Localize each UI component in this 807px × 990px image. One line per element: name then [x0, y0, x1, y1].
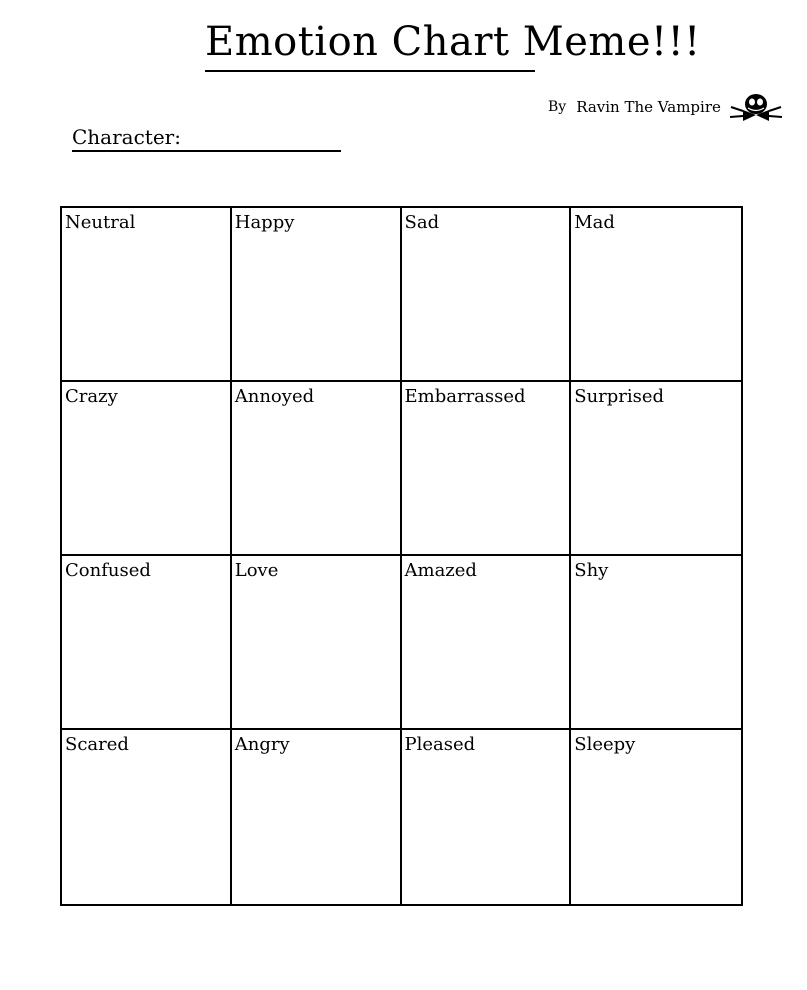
emotion-label: Love	[234, 560, 279, 581]
emotion-cell	[62, 382, 232, 556]
emotion-cell	[402, 382, 572, 556]
emotion-grid	[60, 206, 743, 906]
emotion-cell	[232, 730, 402, 904]
character-blank-line	[181, 124, 341, 152]
emotion-label: Amazed	[404, 560, 477, 581]
emotion-cell	[232, 556, 402, 730]
emotion-label: Mad	[574, 212, 615, 233]
emotion-label: Confused	[65, 560, 151, 581]
credit-author: Ravin The Vampire	[576, 98, 721, 116]
emotion-label: Sleepy	[574, 734, 636, 755]
emotion-cell	[62, 208, 232, 382]
emotion-cell	[232, 382, 402, 556]
emotion-label: Surprised	[574, 386, 665, 407]
emotion-label: Shy	[574, 560, 609, 581]
emotion-cell	[402, 730, 572, 904]
character-label: Character:	[72, 124, 181, 152]
emotion-cell	[232, 208, 402, 382]
emotion-label: Embarrassed	[404, 386, 526, 407]
author-credit	[548, 92, 785, 122]
page-title: Emotion Chart Meme!!!	[205, 18, 535, 72]
emotion-label: Scared	[65, 734, 129, 755]
emotion-label: Crazy	[65, 386, 118, 407]
emotion-cell	[571, 730, 741, 904]
skull-bowtie-icon	[727, 92, 785, 122]
emotion-cell	[571, 208, 741, 382]
emotion-cell	[402, 208, 572, 382]
emotion-cell	[62, 730, 232, 904]
emotion-label: Annoyed	[234, 386, 315, 407]
emotion-label: Sad	[404, 212, 440, 233]
emotion-cell	[571, 382, 741, 556]
character-field	[72, 124, 341, 152]
emotion-label: Angry	[234, 734, 290, 755]
emotion-cell	[62, 556, 232, 730]
credit-by-label: By	[548, 99, 567, 115]
emotion-label: Happy	[234, 212, 295, 233]
emotion-cell	[571, 556, 741, 730]
emotion-label: Neutral	[65, 212, 136, 233]
emotion-label: Pleased	[404, 734, 476, 755]
emotion-cell	[402, 556, 572, 730]
